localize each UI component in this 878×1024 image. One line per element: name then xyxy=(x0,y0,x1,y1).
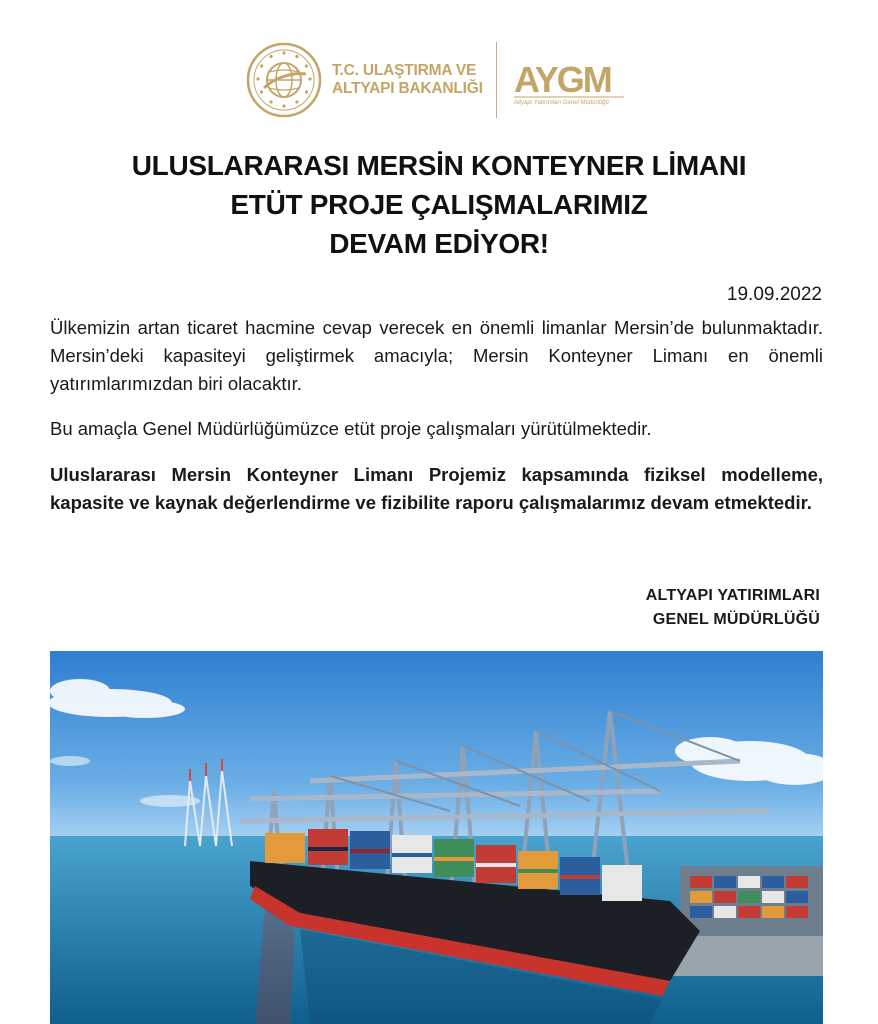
aygm-logo-text: AYGM xyxy=(514,59,611,100)
signature-line1: ALTYAPI YATIRIMLARI xyxy=(645,587,820,604)
body-text xyxy=(50,314,823,517)
ministry-name-line1: T.C. ULAŞTIRMA VE xyxy=(332,62,477,79)
signature-line2: GENEL MÜDÜRLÜĞÜ xyxy=(652,611,820,628)
page-title xyxy=(0,146,878,263)
ministry-seal-icon xyxy=(246,42,322,118)
paragraph-2: Bu amaçla Genel Müdürlüğümüzce etüt proje çalışmaları yürütülmektedir. xyxy=(50,418,652,439)
ministry-name-line2: ALTYAPI BAKANLIĞI xyxy=(332,80,483,97)
signature xyxy=(646,584,820,632)
title-line1: ULUSLARARASI MERSİN KONTEYNER LİMANI xyxy=(131,150,747,181)
title-line3: DEVAM EDİYOR! xyxy=(329,228,549,259)
header-divider xyxy=(496,42,497,118)
paragraph-3: Uluslararası Mersin Konteyner Limanı Projemiz kapsamında fiziksel modelleme, kapasite ve kaynak değerlendirme ve fizibilite raporu çalışmalarımız devam etmektedir. xyxy=(50,464,823,513)
paragraph-1: Ülkemizin artan ticaret hacmine cevap verecek en önemli limanlar Mersin’de bulunmaktadır. Mersin’deki kapasiteyi geliştirmek amacıyla; Mersin Konteyner Limanı en önemli yatırımlarımızdan biri olacaktır. xyxy=(50,317,823,394)
aygm-logo-icon xyxy=(512,56,628,106)
port-photo-illustration xyxy=(50,651,823,1024)
aygm-logo-subtitle: Altyapı Yatırımları Genel Müdürlüğü xyxy=(514,100,609,106)
release-date: 19.09.2022 xyxy=(726,284,822,305)
ministry-name xyxy=(332,62,492,98)
port-photo xyxy=(50,651,823,1024)
title-line2: ETÜT PROJE ÇALIŞMALARIMIZ xyxy=(230,189,648,220)
header-logos xyxy=(246,40,636,120)
